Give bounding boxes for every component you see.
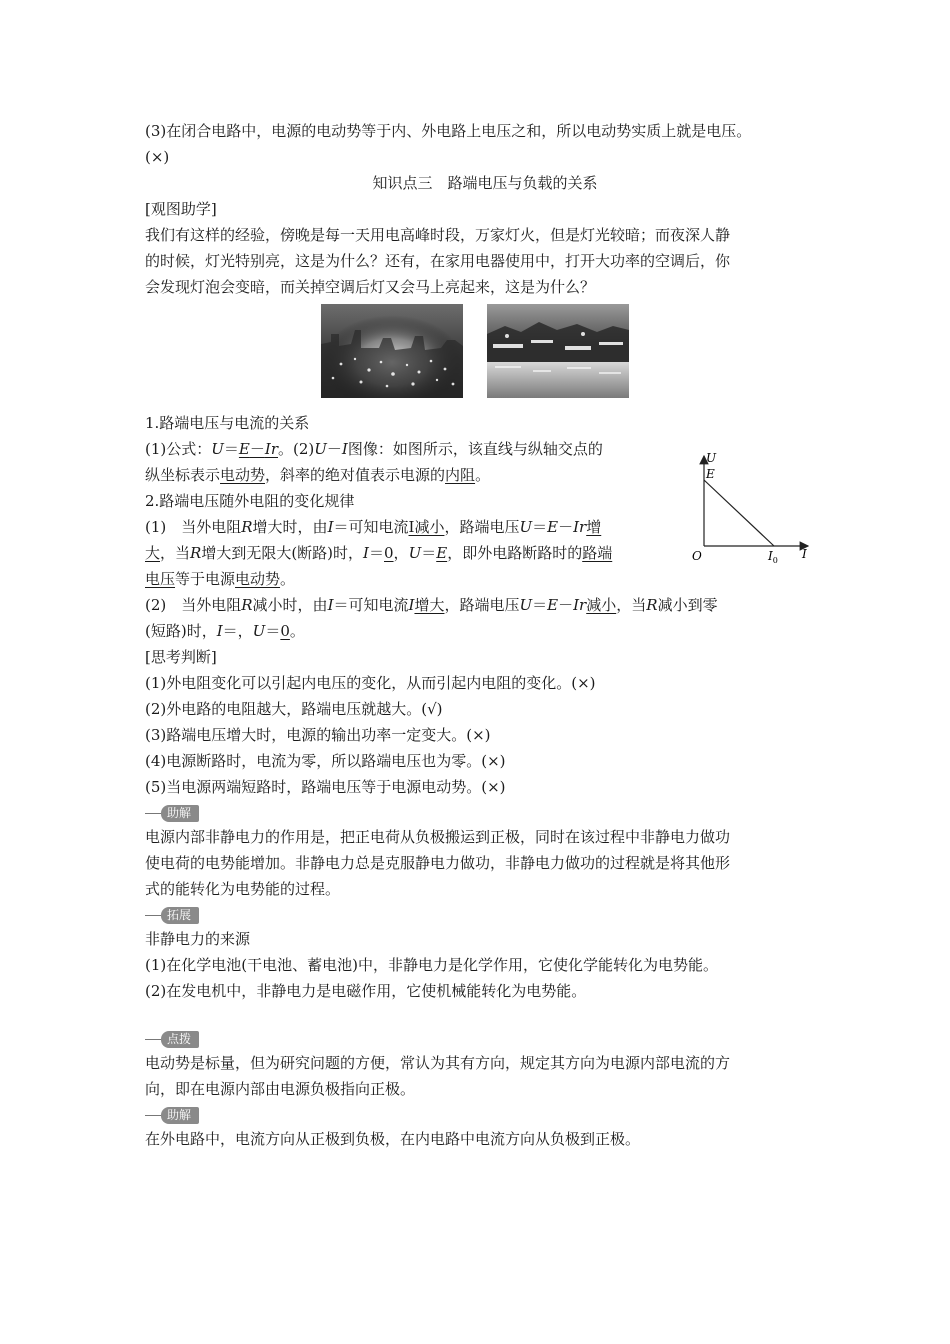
note-line: 非静电力的来源 (145, 930, 251, 948)
judge-item: (4)电源断路时，电流为零，所以路端电压也为零。(×) (145, 752, 506, 770)
relation-heading: 1.路端电压与电流的关系 (145, 414, 310, 432)
document-page (145, 118, 825, 1152)
city-night-photo (321, 304, 463, 398)
rule-2-line: (短路)时，I＝，U＝0。 (145, 622, 305, 640)
note-line: 电动势是标量，但为研究问题的方便，常认为其有方向，规定其方向为电源内部电流的方 (145, 1054, 731, 1072)
note-tag-help: 助解 (145, 1104, 825, 1126)
origin-label: O (692, 549, 702, 563)
section-title: 知识点三 路端电压与负载的关系 (372, 174, 598, 192)
u-i-line (704, 480, 774, 546)
i-axis-label: I (802, 547, 807, 561)
relation-formula-line: (1)公式：U＝E－Ir。(2)U－I图像：如图所示，该直线与纵轴交点的 (145, 440, 603, 458)
relation-slope-line: 纵坐标表示电动势，斜率的绝对值表示电源的内阻。 (145, 466, 491, 484)
note-line: 电源内部非静电力的作用是，把正电荷从负极搬运到正极，同时在该过程中非静电力做功 (145, 828, 731, 846)
judge-label: [思考判断] (145, 648, 217, 666)
photo-row (145, 304, 825, 402)
note-line: 在外电路中，电流方向从正极到负极，在内电路中电流方向从负极到正极。 (145, 1130, 641, 1148)
rule-2-line: (2) 当外电阻R减小时，由I＝可知电流I增大，路端电压U＝E－Ir减小，当R减小到零 (145, 596, 718, 614)
rule-heading: 2.路端电压随外电阻的变化规律 (145, 492, 355, 510)
riverside-night-photo (487, 304, 629, 398)
i0-intercept-label: $I_0$ (768, 549, 778, 565)
note-tag-extend: 拓展 (145, 904, 825, 926)
note-line: 使电荷的电势能增加。非静电力总是克服静电力做功，非静电力做功的过程就是将其他形 (145, 854, 731, 872)
u-i-graph (690, 448, 815, 570)
intro-item-3: (3)在闭合电路中，电源的电动势等于内、外电路上电压之和，所以电动势实质上就是电压。 (145, 122, 752, 140)
note-tag-help: 助解 (145, 802, 825, 824)
note-line: 向，即在电源内部由电源负极指向正极。 (145, 1080, 416, 1098)
note-line: 式的能转化为电势能的过程。 (145, 880, 341, 898)
rule-1-line: 大，当R增大到无限大(断路)时，I＝0，U＝E，即外电路断路时的路端 (145, 544, 613, 562)
observe-text-line: 的时候，灯光特别亮，这是为什么？还有，在家用电器使用中，打开大功率的空调后，你 (145, 252, 731, 270)
intro-item-3-answer: (×) (145, 148, 170, 166)
note-line: (2)在发电机中，非静电力是电磁作用，它使机械能转化为电势能。 (145, 982, 587, 1000)
observe-text-line: 会发现灯泡会变暗，而关掉空调后灯又会马上亮起来，这是为什么？ (145, 278, 596, 296)
observe-label: [观图助学] (145, 200, 217, 218)
judge-item: (5)当电源两端短路时，路端电压等于电源电动势。(×) (145, 778, 506, 796)
note-line: (1)在化学电池(干电池、蓄电池)中，非静电力是化学作用，它使化学能转化为电势能。 (145, 956, 718, 974)
u-axis-label: U (706, 451, 717, 465)
note-tag-tip: 点拨 (145, 1028, 825, 1050)
e-intercept-label: E (706, 467, 715, 481)
judge-item: (2)外电路的电阻越大，路端电压就越大。(√) (145, 700, 443, 718)
judge-item: (1)外电阻变化可以引起内电压的变化，从而引起内电阻的变化。(×) (145, 674, 596, 692)
rule-1-line: (1) 当外电阻R增大时，由I＝可知电流I减小，路端电压U＝E－Ir增 (145, 518, 602, 536)
observe-text-line: 我们有这样的经验，傍晚是每一天用电高峰时段，万家灯火，但是灯光较暗；而夜深人静 (145, 226, 731, 244)
judge-item: (3)路端电压增大时，电源的输出功率一定变大。(×) (145, 726, 491, 744)
rule-1-line: 电压等于电源电动势。 (145, 570, 296, 588)
